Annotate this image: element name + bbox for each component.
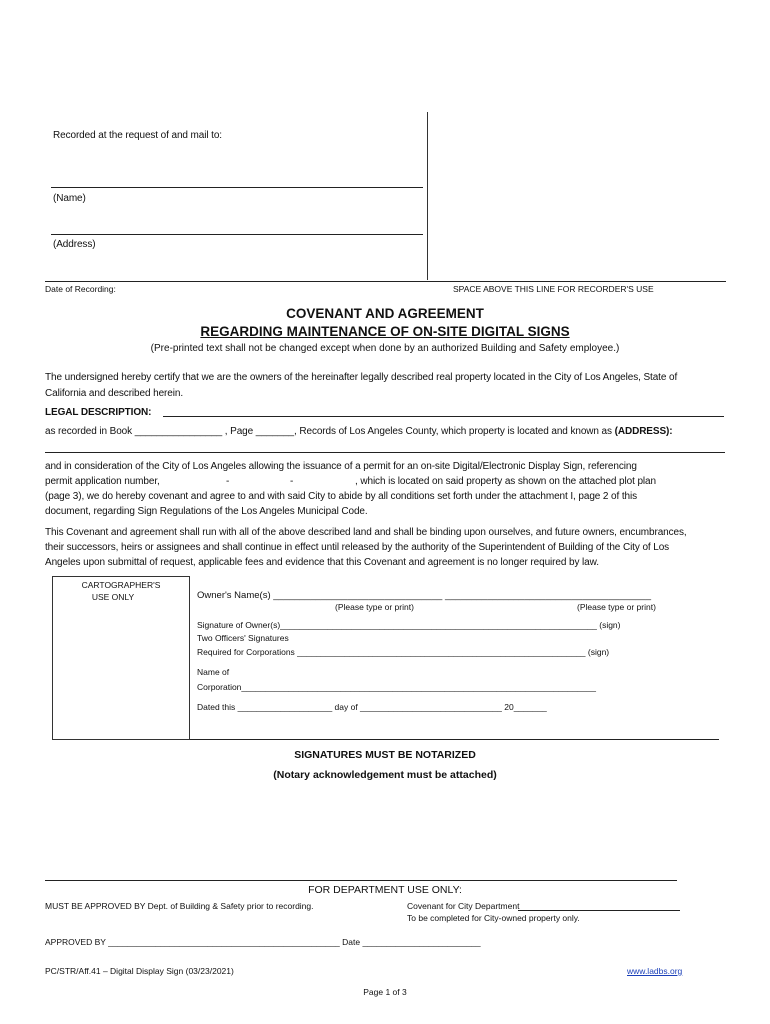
intro-line-1: The undersigned hereby certify that we are the owners of the hereinafter legally described real property located in the City of Los Angeles, State of	[45, 372, 678, 383]
consideration-line-2a: permit application number,	[45, 476, 160, 487]
please-type-label-1: (Please type or print)	[335, 602, 414, 612]
cartographer-line-1: CARTOGRAPHER'S	[81, 580, 161, 590]
name-of-label: Name of	[197, 667, 230, 677]
covenant-line-2: their successors, heirs or assignees and shall continue in effect until released by the authority of the Superintendent of Building of the City of Los	[45, 542, 670, 553]
covenant-line-1: This Covenant and agreement shall run with all of the above described land and shall be binding upon ourselves, and future owners, encumbrances,	[45, 527, 687, 538]
address-field-label: (ADDRESS):	[614, 426, 673, 437]
form-id: PC/STR/Aff.41 – Digital Display Sign (03/23/2021)	[45, 966, 234, 976]
name-label: (Name)	[53, 193, 86, 204]
permit-dash-2: -	[290, 476, 294, 487]
owners-names-field[interactable]: Owner's Name(s) ________________________________ _______________________________________	[197, 590, 652, 601]
approved-by-field[interactable]: APPROVED BY _________________________________________________ Date _________________________	[45, 937, 481, 947]
covenant-line-3: Angeles upon submittal of request, applicable fees and evidence that this Covenant and agreement is no longer required by law.	[45, 557, 599, 568]
recorded-book-text: as recorded in Book ________________ , Page _______, Records of Los Angeles County, which property is located and known as	[45, 426, 612, 437]
cartographer-line-2: USE ONLY	[91, 592, 135, 602]
must-approved-label: MUST BE APPROVED BY Dept. of Building & Safety prior to recording.	[45, 901, 314, 911]
please-type-label-2: (Please type or print)	[577, 602, 656, 612]
recorder-space-line	[45, 281, 726, 282]
cartographer-box	[52, 576, 190, 740]
consideration-line-3: (page 3), we do hereby covenant and agree to and with said City to abide by all conditions set forth under the attachment I, page 2 of this	[45, 491, 638, 502]
consideration-line-4: document, regarding Sign Regulations of the Los Angeles Municipal Code.	[45, 506, 368, 517]
department-separator-line	[45, 880, 677, 881]
address-label: (Address)	[53, 239, 96, 250]
recorder-box-divider	[427, 112, 428, 280]
recorded-request-label: Recorded at the request of and mail to:	[53, 130, 222, 141]
two-officers-label: Two Officers' Signatures	[197, 633, 289, 643]
consideration-line-2b: , which is located on said property as shown on the attached plot plan	[355, 476, 656, 487]
legal-description-label: LEGAL DESCRIPTION:	[45, 407, 152, 418]
name-line	[51, 187, 423, 188]
page-number: Page 1 of 3	[363, 987, 407, 997]
signature-owner-field[interactable]: Signature of Owner(s)___________________________________________________________________ (sign)	[197, 620, 621, 630]
recorded-book-line	[45, 424, 672, 439]
signature-block-bottom-line	[190, 739, 719, 740]
covenant-city-label: Covenant for City Department	[407, 901, 520, 911]
page-subtitle: REGARDING MAINTENANCE OF ON-SITE DIGITAL SIGNS	[200, 324, 570, 339]
legal-description-line[interactable]	[163, 416, 724, 417]
space-above-label: SPACE ABOVE THIS LINE FOR RECORDER'S USE	[453, 284, 654, 294]
corporation-field[interactable]: Corporation___________________________________________________________________________	[197, 682, 596, 692]
intro-line-2: California and described herein.	[45, 388, 183, 399]
date-of-recording-label: Date of Recording:	[45, 284, 116, 294]
signatures-notarized: SIGNATURES MUST BE NOTARIZED	[294, 749, 476, 761]
dated-this-field[interactable]: Dated this ____________________ day of ______________________________ 20_______	[197, 702, 547, 712]
required-corp-field[interactable]: Required for Corporations _____________________________________________________________ (sign)	[197, 647, 610, 657]
consideration-line-1: and in consideration of the City of Los Angeles allowing the issuance of a permit for an on-site Digital/Electronic Display Sign, referencing	[45, 461, 637, 472]
website-link[interactable]: www.ladbs.org	[627, 966, 683, 976]
for-department-use: FOR DEPARTMENT USE ONLY:	[308, 884, 462, 896]
address-line	[51, 234, 423, 235]
address-field-line[interactable]	[45, 452, 725, 453]
covenant-city-line[interactable]	[518, 910, 680, 911]
preprinted-note: (Pre-printed text shall not be changed except when done by an authorized Building and Safety employee.)	[150, 343, 620, 354]
notary-acknowledgement: (Notary acknowledgement must be attached)	[273, 769, 497, 781]
to-be-completed-label: To be completed for City-owned property only.	[407, 913, 580, 923]
page-title: COVENANT AND AGREEMENT	[286, 306, 484, 321]
permit-dash-1: -	[226, 476, 230, 487]
